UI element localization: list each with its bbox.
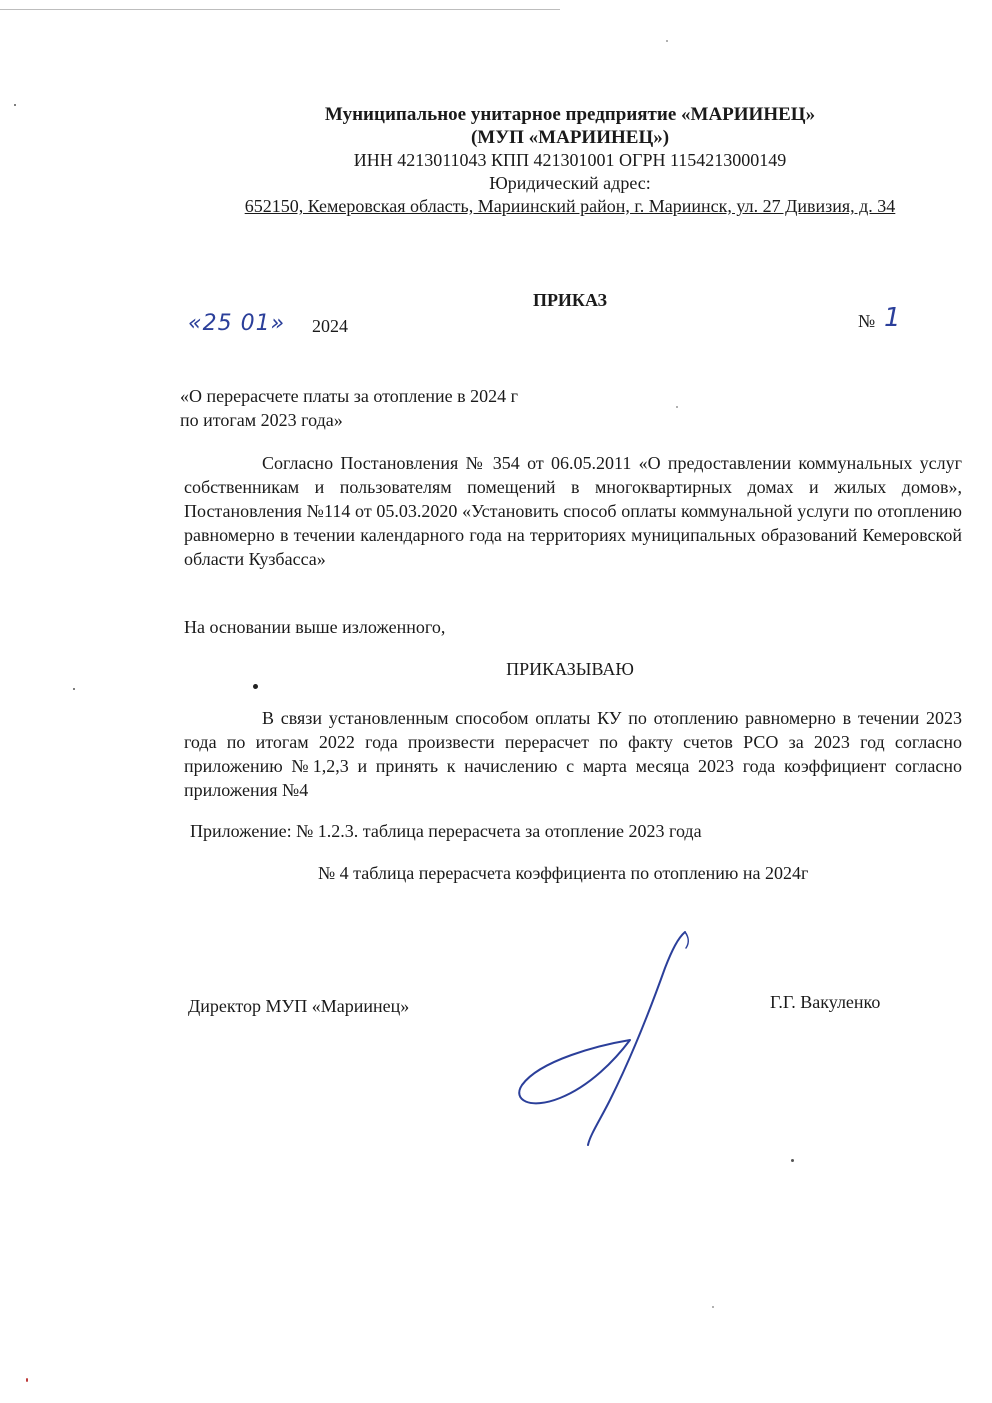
- signatory-name: Г.Г. Вакуленко: [770, 992, 881, 1012]
- address-label: Юридический адрес:: [489, 173, 651, 193]
- scan-speck: [14, 104, 16, 106]
- scan-speck: [73, 688, 75, 690]
- top-edge-rule: [0, 9, 560, 10]
- order-directive-heading: ПРИКАЗЫВАЮ: [506, 659, 634, 679]
- subject-line-1: «О перерасчете платы за отопление в 2024 г: [180, 386, 518, 406]
- handwritten-signature-icon: [500, 920, 700, 1150]
- signatory-position: Директор МУП «Мариинец»: [188, 996, 410, 1016]
- scan-speck: [676, 406, 678, 408]
- organization-name: Муниципальное унитарное предприятие «МАРИИНЕЦ»: [324, 104, 816, 125]
- attachment-line-1: Приложение: № 1.2.3. таблица перерасчета за отопление 2023 года: [190, 821, 702, 841]
- order-date-handwritten: «25 01»: [188, 311, 286, 336]
- organization-requisites: ИНН 4213011043 КПП 421301001 ОГРН 1154213000149: [353, 150, 787, 170]
- order-subject: [180, 384, 600, 432]
- subject-line-2: по итогам 2023 года»: [180, 410, 343, 430]
- scan-speck: [26, 1378, 28, 1382]
- preamble-paragraph: Согласно Постановления № 354 от 06.05.2011 «О предоставлении коммунальных услуг собственникам и пользователям помещений в многоквартирных домах и жилых домов», Постановления №114 от 05.03.2020 «Установить способ оплаты коммунальной услуги по отоплению равномерно в течении календарного года на территориях муниципальных образований Кемеровской области Кузбасса»: [184, 453, 962, 569]
- order-number-label: №: [858, 311, 876, 331]
- attachment-line-2: № 4 таблица перерасчета коэффициента по отоплению на 2024г: [318, 863, 809, 883]
- scan-speck: [666, 40, 668, 42]
- order-number-handwritten: 1: [884, 303, 901, 333]
- legal-address: [190, 196, 950, 217]
- directive-paragraph: В связи установленным способом оплаты КУ по отоплению равномерно в течении 2023 года по итогам 2022 года произвести перерасчет по факту счетов РСО за 2023 год согласно приложению №1,2,3 и принять к начислению с марта месяца 2023 года коэффициент согласно приложения №4: [184, 708, 962, 800]
- organization-short-name: (МУП «МАРИИНЕЦ»): [470, 127, 670, 148]
- scan-speck: [791, 1159, 794, 1162]
- order-year: 2024: [312, 316, 348, 336]
- scan-speck: [253, 684, 258, 689]
- document-title: ПРИКАЗ: [532, 290, 608, 310]
- basis-line: На основании выше изложенного,: [184, 617, 446, 637]
- legal-address-text: 652150, Кемеровская область, Мариинский район, г. Мариинск, ул. 27 Дивизия, д. 34: [244, 196, 896, 216]
- scan-speck: [712, 1306, 714, 1308]
